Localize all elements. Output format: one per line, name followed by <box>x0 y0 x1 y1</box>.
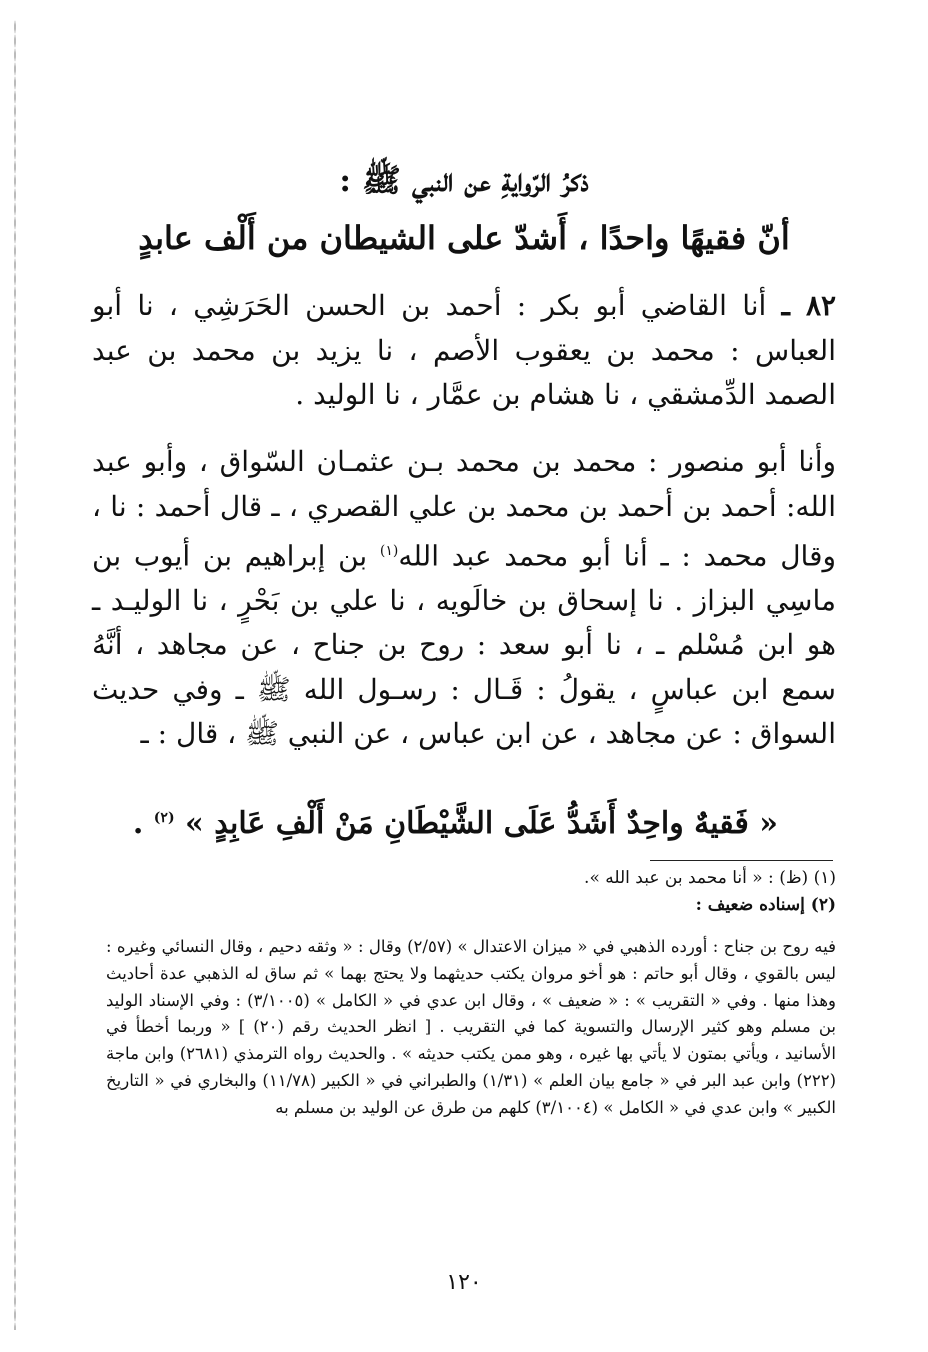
hadith-quote: « فَقيهٌ واحِدٌ أَشَدُّ عَلَى الشَّيْطَانِ مَنْ أَلْفِ عَابِدٍ » <box>185 806 778 841</box>
hadith-chain-paragraph-1 <box>92 284 836 418</box>
chapter-title: ذكرُ الرّوايةِ عن النبي ﷺ : <box>339 161 589 199</box>
footnote-ref-2: (٢) <box>153 810 175 826</box>
footnote-2-heading: (٢) إسناده ضعيف : <box>695 895 836 915</box>
scan-edge-marks <box>14 20 16 1330</box>
footnote-1: (١) (ظ) : « أنا محمد بن عبد الله ». <box>584 868 836 888</box>
paragraph-1-text: أنا القاضي أبو بكر : أحمد بن الحسن الحَرَشِي ، نا أبو العباس : محمد بن يعقوب الأصم ، نا يزيد بن محمد بن عبد الصمد الدِّمشقي ، نا هشام بن عمَّار ، نا الوليد . <box>92 289 836 411</box>
footnote-separator <box>650 860 833 861</box>
paragraph-2-text-b: بن إبراهيم بن أيوب بن ماسِي البزاز . نا إسحاق بن خالَويه ، نا علي بن بَحْرٍ ، نا الوليـد ـ هو ابن مُسْلم ـ ، نا أبو سعد : روح بن جناح ، عن مجاهد ، أنَّهُ سمع ابن عباسٍ ، يقولُ : قَـال : رسـول الله ﷺ ـ وفي حديث السواق : عن مجاهد ، عن ابن عباس ، عن النبي ﷺ ، قال : ـ <box>92 539 836 751</box>
hadith-end: . <box>132 806 154 841</box>
chapter-subtitle: أنّ فقيهًا واحدًا ، أَشدّ على الشيطان من أَلْف عابدٍ <box>138 219 790 257</box>
footnote-ref-1: (١) <box>379 543 399 559</box>
paragraph-2-text-a: وأنا أبو منصور : محمد بن محمد بـن عثمـان السّواق ، وأبو عبد الله: أحمد بن أحمد بن محمد بن علي القصري ، ـ قال أحمد : نا ، وقال محمد : ـ أنا أبو محمد عبد الله <box>92 445 836 573</box>
page-number: ١٢٠ <box>446 1270 482 1295</box>
footnote-2-body: فيه روح بن جناح : أورده الذهبي في « ميزان الاعتدال » (٢/٥٧) وقال : « وثقه دحيم ، وقال النسائي وغيره : ليس بالقوي ، وقال أبو حاتم : هو أخو مروان يكتب حديثهما ولا يحتج بهما » ثم ساق له الذهبي عدة أحاديث وهذا منها . وفي « التقريب » : « ضعيف » ، وقال ابن عدي في « الكامل » (٣/١٠٠٥) : وفي الإسناد الوليد بن مسلم وهو كثير الإرسال والتسوية كما في التقريب . [ انظر الحديث رقم (٢٠) ] « وربما أخطأ في الأسانيد ، ويأتي بمتون لا يأتي بها غيره ، وهو ممن يكتب حديثه » . والحديث رواه الترمذي (٢٦٨١) وابن ماجة (٢٢٢) وابن عبد البر في « جامع بيان العلم » (١/٣١) والطبراني في « الكبير (١١/٧٨) والبخاري في « التاريخ الكبير » وابن عدي في « الكامل » (٣/١٠٠٤) كلهم من طرق عن الوليد بن مسلم به <box>106 937 837 1117</box>
hadith-text <box>132 796 778 846</box>
entry-number: ٨٢ ـ <box>781 289 837 322</box>
hadith-chain-paragraph-2 <box>92 440 836 757</box>
